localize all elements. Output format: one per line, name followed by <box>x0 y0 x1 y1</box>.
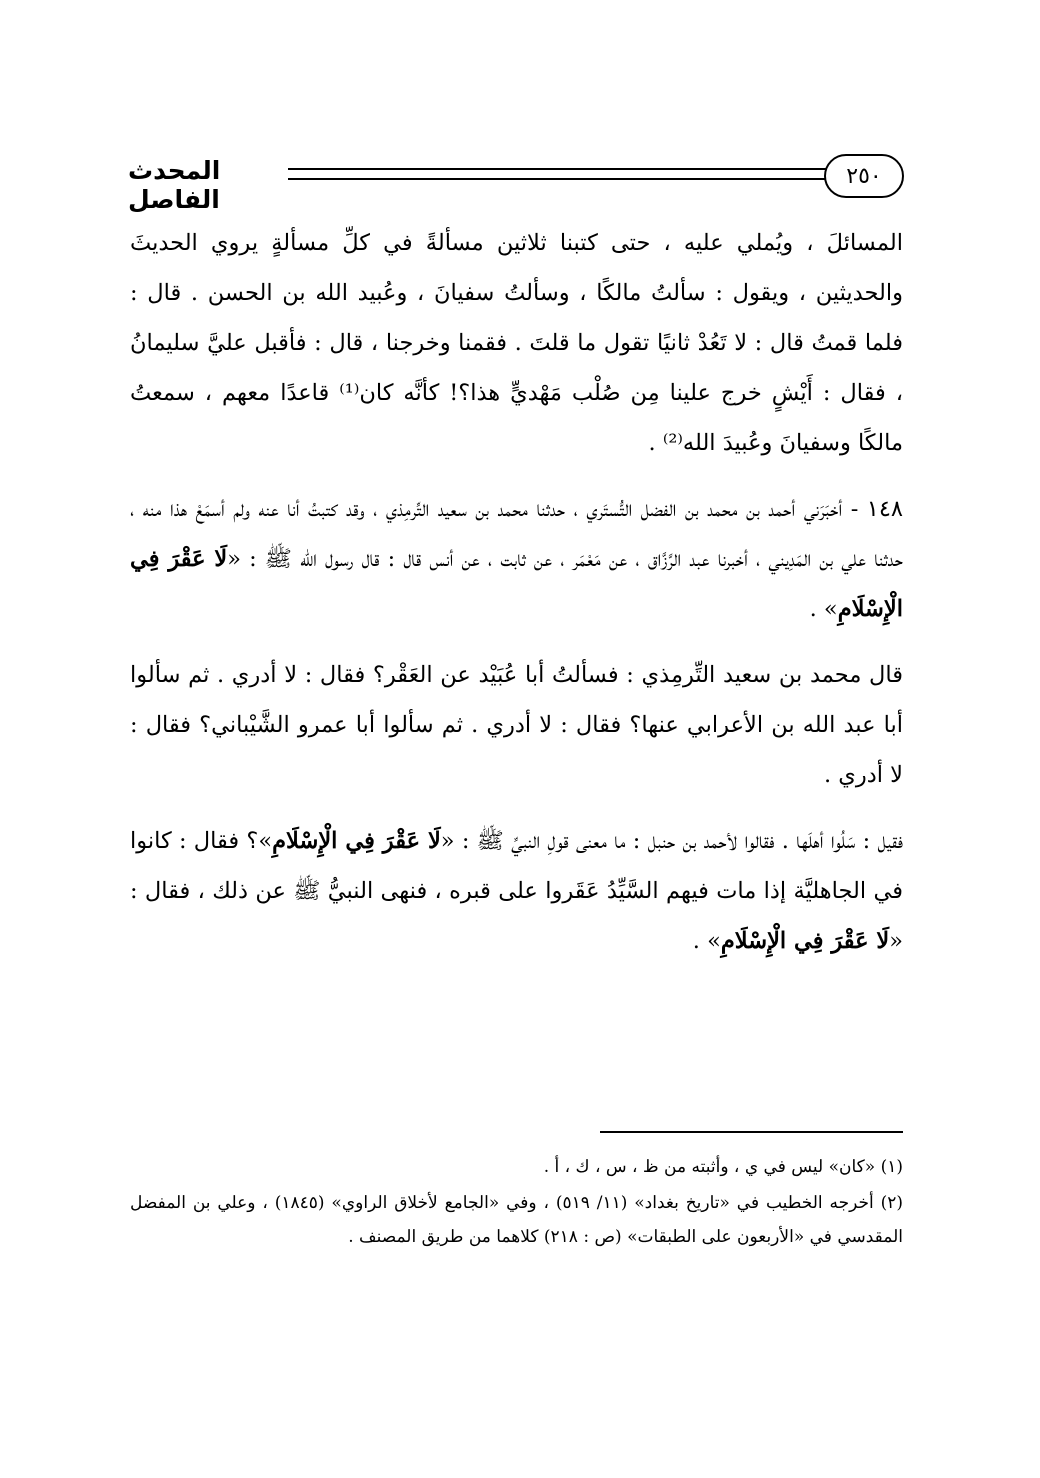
paragraph-3: قال محمد بن سعيد التِّرمِذي : فسألتُ أبا عُبَيْد عن العَقْر؟ فقال : لا أدري . ثم سألوا أبا عبد الله بن الأعرابي عنها؟ فقال : لا أدري . ثم سألوا أبا عمرو الشَّيْباني؟ فقال : لا أدري . <box>130 662 903 788</box>
hadith-text-2: لَا عَقْرَ فِي الْإِسْلَامِ <box>720 928 890 954</box>
paragraph-148 <box>130 484 903 634</box>
page-number-badge <box>824 154 904 198</box>
main-text <box>130 218 903 966</box>
closing-quote: » . <box>692 928 721 954</box>
closing-quote: » . <box>809 596 838 622</box>
isnad-text: ١٤٨ - أخبَرَني أحمد بن محمد بن الفضل التُّستَري ، حدثنا محمد بن سعيد التِّرمِذي ، وقد كتبتُ أنا عنه ولم أسمَعْ هذا منه ، حدثنا علي بن المَدِيني ، أخبرنا عبد الرَّزَّاق ، عن مَعْمَر ، عن ثابت ، عن أنس قال : قال رسول الله ﷺ : « <box>130 496 904 572</box>
footnote-2: (٢) أخرجه الخطيب في «تاريخ بغداد» (١١/ ٥١٩) ، وفي «الجامع لأخلاق الراوي» (١٨٤٥) ، وعلي بن المفضل المقدسي في «الأربعون على الطبقات» (ص : ٢١٨) كلاهما من طريق المصنف . <box>130 1193 903 1247</box>
page-number: ٢٥٠ <box>846 163 882 189</box>
page-header <box>128 150 904 214</box>
footnote-separator <box>600 1131 903 1133</box>
question-text: فقيل : سَلُوا أهلَها . فقالوا لأحمد بن حنبل : ما معنى قولِ النبيِّ ﷺ : « <box>440 828 903 854</box>
running-title: المحدث الفاصل <box>128 156 221 214</box>
hadith-text-1: لَا عَقْرَ فِي الْإِسْلَامِ <box>272 828 441 854</box>
footnote-1: (١) «كان» ليس في ي ، وأثبته من ظ ، س ، ك ، أ . <box>543 1157 903 1177</box>
hadith-text: لَا عَقْرَ فِي الْإِسْلَامِ <box>130 546 903 622</box>
paragraph-1: المسائلَ ، ويُملي عليه ، حتى كتبنا ثلاثين مسألةً في كلِّ مسألةٍ يروي الحديثَ والحديثين ، ويقول : سألتُ مالكًا ، وسألتُ سفيانَ ، وعُبيد الله بن الحسن . قال : فلما قمتُ قال : لا تَعُدْ ثانيًا تقول ما قلتَ . فقمنا وخرجنا ، قال : فأقبل عليَّ سليمانُ ، فقال : أَيْشٍ خرج علينا مِن صُلْب مَهْديٍّ هذا؟! كأنَّه كان⁽¹⁾ قاعدًا معهم ، سمعتُ مالكًا وسفيانَ وعُبيدَ الله⁽²⁾ . <box>130 230 903 456</box>
paragraph-4 <box>130 816 903 966</box>
header-double-rule <box>288 168 826 180</box>
footnotes <box>130 1150 903 1254</box>
answer-text: »؟ فقال : كانوا في الجاهليَّة إذا مات فيهم السَّيِّدُ عَقَروا على قبره ، فنهى النبيُّ ﷺ عن ذلك ، فقال : « <box>130 828 903 954</box>
